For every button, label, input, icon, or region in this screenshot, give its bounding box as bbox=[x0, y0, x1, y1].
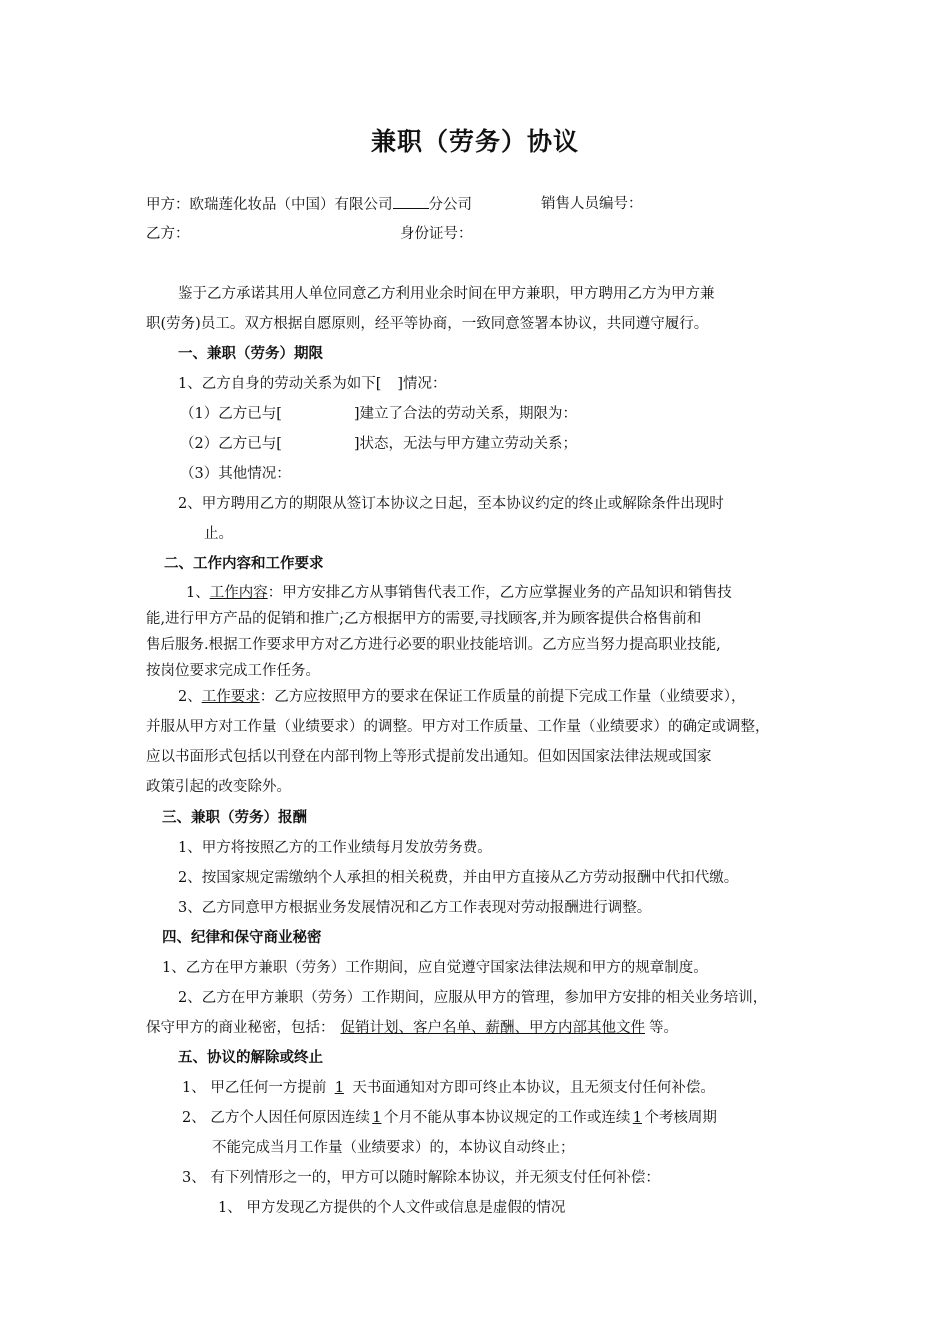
clause-label: 工作要求 bbox=[201, 689, 260, 705]
party-b-label: 乙方： bbox=[146, 226, 190, 242]
clause-line bbox=[182, 1078, 715, 1098]
clause-text: 等。 bbox=[649, 1020, 678, 1036]
clause-number: 1、 bbox=[186, 585, 210, 601]
notice-days-value: 1 bbox=[334, 1080, 344, 1096]
preamble-line: 职(劳务)员工。双方根据自愿原则，经平等协商，一致同意签署本协议，共同遵守履行。 bbox=[146, 316, 709, 332]
preamble-line: 鉴于乙方承诺其用人单位同意乙方利用业余时间在甲方兼职，甲方聘用乙方为甲方兼 bbox=[178, 286, 715, 302]
clause-line bbox=[178, 374, 447, 394]
clause-text: 2、 乙方个人因任何原因连续 bbox=[182, 1110, 370, 1126]
clause-line: 2、甲方聘用乙方的期限从签订本协议之日起，至本协议约定的终止或解除条件出现时 bbox=[178, 496, 724, 512]
clause-text: 个考核周期 bbox=[644, 1110, 717, 1126]
clause-text: 1、乙方自身的劳动关系为如下[ bbox=[178, 376, 382, 392]
section-heading: 五、协议的解除或终止 bbox=[178, 1049, 323, 1066]
clause-line: 并服从甲方对工作量（业绩要求）的调整。甲方对工作质量、工作量（业绩要求）的确定或调整， bbox=[146, 719, 770, 735]
clause-text: ]情况： bbox=[397, 376, 447, 392]
clause-line: 售后服务.根据工作要求甲方对乙方进行必要的职业技能培训。乙方应当努力提高职业技能, bbox=[146, 637, 721, 653]
clause-text: ：甲方安排乙方从事销售代表工作，乙方应掌握业务的产品知识和销售技 bbox=[267, 585, 732, 601]
option-line bbox=[180, 434, 577, 454]
clause-text: 1、 甲乙任何一方提前 bbox=[182, 1080, 327, 1096]
option-text: （1）乙方已与[ bbox=[180, 406, 282, 422]
branch-suffix: 分公司 bbox=[428, 197, 472, 213]
section-heading: 三、兼职（劳务）报酬 bbox=[162, 809, 307, 826]
party-a-name: 欧瑞莲化妆品（中国）有限公司 bbox=[189, 197, 393, 213]
clause-text: 个月不能从事本协议规定的工作或连续 bbox=[383, 1110, 631, 1126]
section-heading: 二、工作内容和工作要求 bbox=[164, 555, 324, 572]
option-text: （2）乙方已与[ bbox=[180, 436, 282, 452]
page-title: 兼职（劳务）协议 bbox=[370, 127, 579, 156]
party-a-line bbox=[146, 194, 472, 215]
option-text: ]状态，无法与甲方建立劳动关系； bbox=[353, 436, 578, 452]
option-line bbox=[180, 404, 577, 424]
clause-line: 能,进行甲方产品的促销和推广;乙方根据甲方的需要,寻找顾客,并为顾客提供合格售前和 bbox=[146, 611, 702, 627]
sub-clause-line: 1、 甲方发现乙方提供的个人文件或信息是虚假的情况 bbox=[218, 1200, 566, 1216]
clause-line bbox=[182, 1108, 717, 1128]
clause-number: 2、 bbox=[178, 689, 202, 705]
clause-text: 天书面通知对方即可终止本协议，且无须支付任何补偿。 bbox=[352, 1080, 715, 1096]
clause-line: 1、乙方在甲方兼职（劳务）工作期间，应自觉遵守国家法律法规和甲方的规章制度。 bbox=[162, 960, 708, 976]
clause-line: 应以书面形式包括以刊登在内部刊物上等形式提前发出通知。但如因国家法律法规或国家 bbox=[146, 749, 712, 765]
clause-text: ：乙方应按照甲方的要求在保证工作质量的前提下完成工作量（业绩要求）， bbox=[259, 689, 746, 705]
clause-line: 止。 bbox=[204, 526, 233, 542]
clause-line: 2、乙方在甲方兼职（劳务）工作期间，应服从甲方的管理，参加甲方安排的相关业务培训， bbox=[178, 990, 768, 1006]
clause-text: 保守甲方的商业秘密，包括： bbox=[146, 1020, 335, 1036]
clause-line bbox=[186, 583, 732, 603]
branch-blank bbox=[393, 194, 429, 209]
section-heading: 一、兼职（劳务）期限 bbox=[178, 345, 323, 362]
id-card-label: 身份证号： bbox=[400, 226, 473, 242]
sales-id-label: 销售人员编号： bbox=[541, 196, 643, 212]
option-line: （3）其他情况： bbox=[180, 466, 291, 482]
trade-secrets-list: 促销计划、客户名单、薪酬、甲方内部其他文件 bbox=[340, 1020, 645, 1036]
clause-line: 不能完成当月工作量（业绩要求）的，本协议自动终止； bbox=[212, 1140, 575, 1156]
cycles-value: 1 bbox=[632, 1110, 642, 1126]
clause-line: 2、按国家规定需缴纳个人承担的相关税费，并由甲方直接从乙方劳动报酬中代扣代缴。 bbox=[178, 870, 739, 886]
clause-line: 按岗位要求完成工作任务。 bbox=[146, 663, 320, 679]
clause-line bbox=[146, 1018, 678, 1038]
clause-line: 3、 有下列情形之一的，甲方可以随时解除本协议，并无须支付任何补偿： bbox=[182, 1170, 660, 1186]
section-heading: 四、纪律和保守商业秘密 bbox=[162, 929, 322, 946]
clause-line: 政策引起的改变除外。 bbox=[146, 779, 291, 795]
party-a-label: 甲方： bbox=[146, 197, 190, 213]
clause-line: 1、甲方将按照乙方的工作业绩每月发放劳务费。 bbox=[178, 840, 492, 856]
clause-label: 工作内容 bbox=[209, 585, 268, 601]
months-value: 1 bbox=[372, 1110, 382, 1126]
clause-line: 3、乙方同意甲方根据业务发展情况和乙方工作表现对劳动报酬进行调整。 bbox=[178, 900, 652, 916]
option-text: ]建立了合法的劳动关系，期限为： bbox=[353, 406, 578, 422]
clause-line bbox=[178, 687, 745, 707]
